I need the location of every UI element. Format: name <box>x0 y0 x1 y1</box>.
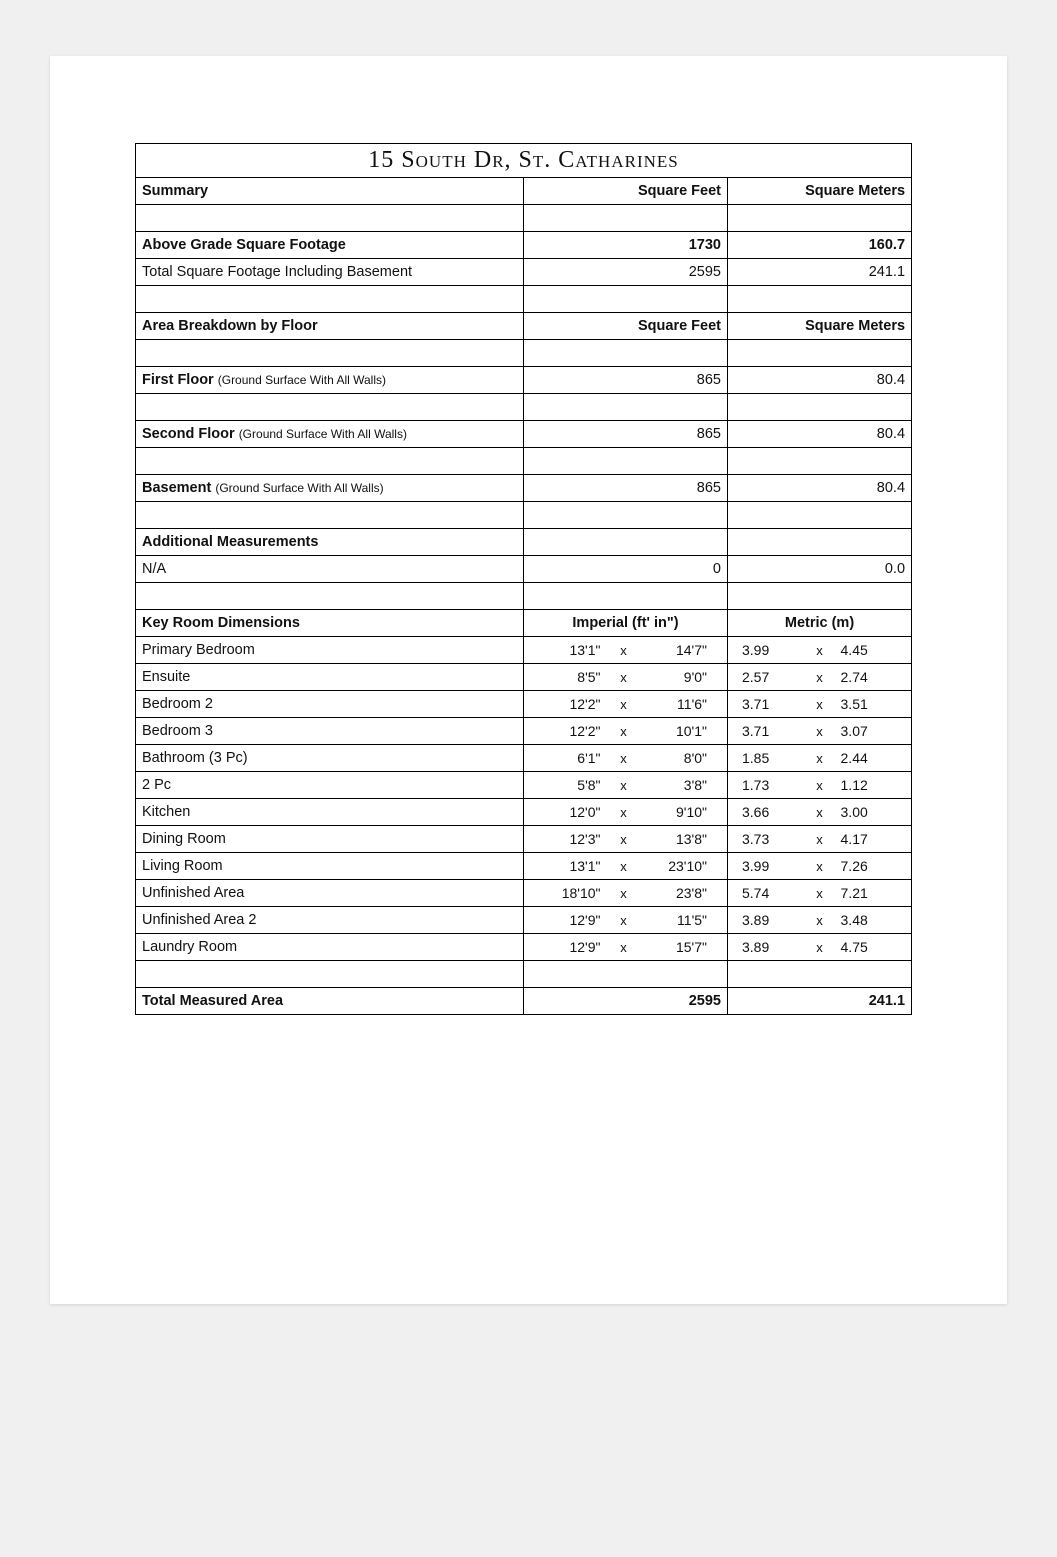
room-metric-length: 3.51 <box>840 696 868 712</box>
room-metric-length: 3.07 <box>840 723 868 739</box>
room-imperial-length: 3'8" <box>683 777 707 793</box>
spacer-cell <box>524 448 728 475</box>
x-symbol: x <box>816 777 823 793</box>
table-row <box>136 907 912 934</box>
x-symbol: x <box>816 750 823 766</box>
spacer-cell <box>136 583 524 610</box>
spacer-cell <box>728 502 912 529</box>
spacer-cell <box>728 340 912 367</box>
room-imperial-length: 23'8" <box>675 885 707 901</box>
first-floor-sqm: 80.4 <box>728 367 912 394</box>
x-symbol: x <box>816 885 823 901</box>
table-row <box>136 259 912 286</box>
room-metric-width: 3.71 <box>742 696 770 712</box>
room-metric <box>728 637 912 664</box>
room-imperial-length: 11'6" <box>677 696 707 712</box>
breakdown-header-row <box>136 313 912 340</box>
summary-header-row <box>136 178 912 205</box>
x-symbol: x <box>816 831 823 847</box>
x-symbol: x <box>620 831 627 847</box>
summary-col-sqft: Square Feet <box>524 178 728 205</box>
spacer-cell <box>728 448 912 475</box>
room-metric <box>728 664 912 691</box>
room-imperial-length: 8'0" <box>683 750 707 766</box>
x-symbol: x <box>620 696 627 712</box>
rooms-col-metric: Metric (m) <box>728 610 912 637</box>
room-imperial-width: 12'0" <box>569 804 601 820</box>
room-imperial-width: 18'10" <box>561 885 601 901</box>
table-row <box>136 853 912 880</box>
title-row <box>136 144 912 178</box>
breakdown-col-sqm: Square Meters <box>728 313 912 340</box>
spacer-cell <box>524 961 728 988</box>
room-metric-length: 2.74 <box>840 669 868 685</box>
room-metric-width: 3.73 <box>742 831 770 847</box>
total-incl-basement-label: Total Square Footage Including Basement <box>136 259 524 286</box>
above-grade-sqm: 160.7 <box>728 232 912 259</box>
second-floor-sqft: 865 <box>524 421 728 448</box>
room-metric-width: 1.85 <box>742 750 770 766</box>
room-imperial <box>524 745 728 772</box>
room-name: Bedroom 3 <box>136 718 524 745</box>
room-imperial-length: 14'7" <box>675 642 707 658</box>
room-imperial-width: 12'3" <box>569 831 601 847</box>
room-metric-width: 5.74 <box>742 885 770 901</box>
room-metric <box>728 853 912 880</box>
room-name: 2 Pc <box>136 772 524 799</box>
table-row <box>136 718 912 745</box>
first-floor-name: First Floor <box>142 372 214 388</box>
room-imperial-length: 15'7" <box>675 939 707 955</box>
table-row <box>136 421 912 448</box>
total-incl-basement-sqm: 241.1 <box>728 259 912 286</box>
room-name: Unfinished Area <box>136 880 524 907</box>
room-metric <box>728 826 912 853</box>
spacer-row <box>136 340 912 367</box>
spacer-cell <box>524 286 728 313</box>
second-floor-note: (Ground Surface With All Walls) <box>238 427 407 441</box>
basement-label <box>136 475 524 502</box>
report-table <box>135 143 912 1015</box>
room-imperial-length: 10'1" <box>675 723 707 739</box>
room-imperial-length: 11'5" <box>677 912 707 928</box>
x-symbol: x <box>816 669 823 685</box>
room-name: Kitchen <box>136 799 524 826</box>
spacer-cell <box>728 583 912 610</box>
table-row <box>136 745 912 772</box>
spacer-row <box>136 502 912 529</box>
room-metric-width: 3.89 <box>742 912 770 928</box>
basement-note: (Ground Surface With All Walls) <box>215 481 384 495</box>
spacer-cell <box>524 502 728 529</box>
spacer-cell <box>524 394 728 421</box>
spacer-row <box>136 286 912 313</box>
additional-na-sqft: 0 <box>524 556 728 583</box>
x-symbol: x <box>816 723 823 739</box>
room-imperial <box>524 853 728 880</box>
rooms-col-imperial: Imperial (ft' in") <box>524 610 728 637</box>
room-metric-length: 3.00 <box>840 804 868 820</box>
spacer-cell <box>728 286 912 313</box>
additional-label: Additional Measurements <box>136 529 524 556</box>
room-imperial <box>524 691 728 718</box>
total-sqft: 2595 <box>524 988 728 1015</box>
spacer-row <box>136 961 912 988</box>
document-sheet <box>50 56 1007 1304</box>
spacer-cell <box>728 394 912 421</box>
spacer-row <box>136 394 912 421</box>
room-name: Ensuite <box>136 664 524 691</box>
table-row <box>136 367 912 394</box>
room-metric-width: 3.89 <box>742 939 770 955</box>
table-row <box>136 799 912 826</box>
basement-sqm: 80.4 <box>728 475 912 502</box>
table-row <box>136 880 912 907</box>
room-imperial-width: 12'9" <box>569 939 601 955</box>
table-row <box>136 475 912 502</box>
x-symbol: x <box>620 804 627 820</box>
room-name: Bedroom 2 <box>136 691 524 718</box>
spacer-cell <box>136 286 524 313</box>
table-row <box>136 556 912 583</box>
spacer-cell <box>136 394 524 421</box>
rooms-header-row <box>136 610 912 637</box>
x-symbol: x <box>620 669 627 685</box>
additional-header-blank <box>524 529 728 556</box>
page-title <box>136 144 912 178</box>
spacer-cell <box>728 961 912 988</box>
spacer-row <box>136 583 912 610</box>
room-imperial-width: 8'5" <box>577 669 601 685</box>
x-symbol: x <box>816 912 823 928</box>
spacer-cell <box>136 448 524 475</box>
room-imperial-width: 5'8" <box>577 777 601 793</box>
spacer-row <box>136 205 912 232</box>
x-symbol: x <box>816 939 823 955</box>
above-grade-sqft: 1730 <box>524 232 728 259</box>
x-symbol: x <box>620 777 627 793</box>
breakdown-label: Area Breakdown by Floor <box>136 313 524 340</box>
room-metric-width: 3.66 <box>742 804 770 820</box>
room-imperial-length: 9'0" <box>683 669 707 685</box>
x-symbol: x <box>816 642 823 658</box>
x-symbol: x <box>816 696 823 712</box>
room-imperial <box>524 880 728 907</box>
x-symbol: x <box>620 750 627 766</box>
total-incl-basement-sqft: 2595 <box>524 259 728 286</box>
room-metric <box>728 799 912 826</box>
room-metric <box>728 934 912 961</box>
table-row <box>136 826 912 853</box>
room-metric-width: 3.99 <box>742 642 770 658</box>
room-metric <box>728 691 912 718</box>
x-symbol: x <box>620 939 627 955</box>
room-imperial <box>524 799 728 826</box>
room-imperial-width: 12'2" <box>569 723 601 739</box>
room-metric-length: 4.75 <box>840 939 868 955</box>
summary-label: Summary <box>136 178 524 205</box>
room-imperial-length: 13'8" <box>675 831 707 847</box>
second-floor-name: Second Floor <box>142 426 235 442</box>
basement-sqft: 865 <box>524 475 728 502</box>
room-name: Laundry Room <box>136 934 524 961</box>
basement-name: Basement <box>142 480 212 496</box>
room-metric-length: 7.21 <box>840 885 868 901</box>
x-symbol: x <box>816 858 823 874</box>
room-metric-length: 4.17 <box>840 831 868 847</box>
room-metric <box>728 772 912 799</box>
first-floor-sqft: 865 <box>524 367 728 394</box>
room-imperial-width: 12'9" <box>569 912 601 928</box>
additional-header-row <box>136 529 912 556</box>
room-metric-width: 3.71 <box>742 723 770 739</box>
room-metric <box>728 745 912 772</box>
table-row <box>136 772 912 799</box>
additional-na-label: N/A <box>136 556 524 583</box>
additional-header-blank-2 <box>728 529 912 556</box>
spacer-cell <box>136 961 524 988</box>
room-metric <box>728 907 912 934</box>
room-metric-length: 7.26 <box>840 858 868 874</box>
room-metric-length: 4.45 <box>840 642 868 658</box>
room-name: Primary Bedroom <box>136 637 524 664</box>
total-sqm: 241.1 <box>728 988 912 1015</box>
x-symbol: x <box>816 804 823 820</box>
table-row <box>136 664 912 691</box>
x-symbol: x <box>620 723 627 739</box>
spacer-cell <box>728 205 912 232</box>
x-symbol: x <box>620 885 627 901</box>
room-imperial-width: 12'2" <box>569 696 601 712</box>
room-imperial <box>524 826 728 853</box>
room-name: Living Room <box>136 853 524 880</box>
room-metric-width: 3.99 <box>742 858 770 874</box>
total-label: Total Measured Area <box>136 988 524 1015</box>
room-imperial <box>524 934 728 961</box>
spacer-cell <box>136 205 524 232</box>
page-title-text: 15 South Dr, St. Catharines <box>368 147 679 173</box>
room-metric <box>728 718 912 745</box>
rooms-label: Key Room Dimensions <box>136 610 524 637</box>
first-floor-label <box>136 367 524 394</box>
total-row <box>136 988 912 1015</box>
x-symbol: x <box>620 912 627 928</box>
spacer-cell <box>524 340 728 367</box>
room-imperial-width: 13'1" <box>569 642 601 658</box>
room-imperial <box>524 718 728 745</box>
second-floor-sqm: 80.4 <box>728 421 912 448</box>
x-symbol: x <box>620 858 627 874</box>
room-imperial <box>524 664 728 691</box>
room-metric-length: 2.44 <box>840 750 868 766</box>
spacer-cell <box>524 205 728 232</box>
room-name: Bathroom (3 Pc) <box>136 745 524 772</box>
room-metric-width: 2.57 <box>742 669 770 685</box>
room-imperial-width: 13'1" <box>569 858 601 874</box>
table-row <box>136 637 912 664</box>
measurement-report <box>135 143 911 1015</box>
first-floor-note: (Ground Surface With All Walls) <box>217 373 387 387</box>
table-row <box>136 691 912 718</box>
additional-na-sqm: 0.0 <box>728 556 912 583</box>
room-imperial-length: 23'10" <box>668 858 707 874</box>
spacer-cell <box>524 583 728 610</box>
room-imperial-width: 6'1" <box>577 750 601 766</box>
second-floor-label <box>136 421 524 448</box>
table-row <box>136 934 912 961</box>
table-row <box>136 232 912 259</box>
room-metric-length: 3.48 <box>840 912 868 928</box>
room-metric-length: 1.12 <box>840 777 868 793</box>
room-metric <box>728 880 912 907</box>
summary-col-sqm: Square Meters <box>728 178 912 205</box>
room-imperial <box>524 637 728 664</box>
above-grade-label: Above Grade Square Footage <box>136 232 524 259</box>
room-imperial <box>524 772 728 799</box>
spacer-row <box>136 448 912 475</box>
room-metric-width: 1.73 <box>742 777 770 793</box>
room-name: Dining Room <box>136 826 524 853</box>
room-imperial-length: 9'10" <box>675 804 707 820</box>
spacer-cell <box>136 502 524 529</box>
breakdown-col-sqft: Square Feet <box>524 313 728 340</box>
room-name: Unfinished Area 2 <box>136 907 524 934</box>
spacer-cell <box>136 340 524 367</box>
room-imperial <box>524 907 728 934</box>
x-symbol: x <box>620 642 627 658</box>
